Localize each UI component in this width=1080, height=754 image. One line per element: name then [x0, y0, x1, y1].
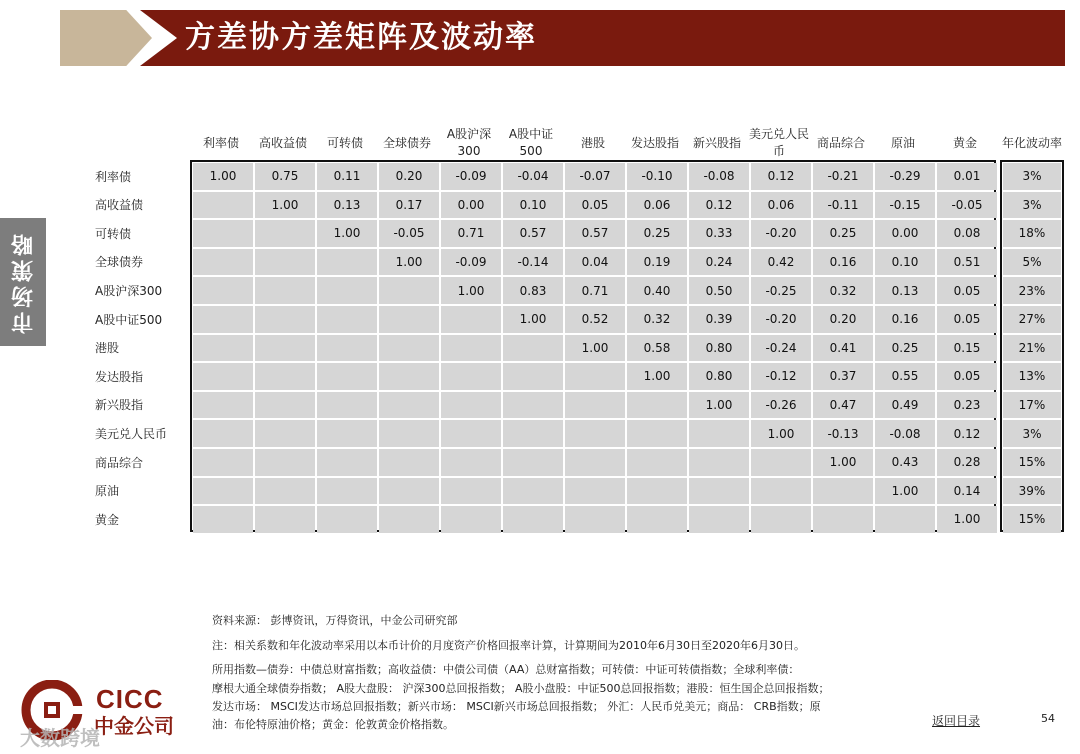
matrix-cell [255, 420, 315, 447]
brand-wordmark-cn: 中金公司 [94, 714, 174, 738]
matrix-cell: 0.10 [875, 249, 935, 276]
matrix-cell [503, 478, 563, 505]
column-header: 发达股指 [630, 135, 679, 150]
matrix-cell [193, 306, 253, 333]
matrix-cell: 0.58 [627, 335, 687, 362]
matrix-cell: 0.01 [937, 163, 997, 190]
matrix-cell: 0.05 [937, 306, 997, 333]
matrix-cell: 0.80 [689, 335, 749, 362]
matrix-cell: 0.49 [875, 392, 935, 419]
matrix-cell [503, 506, 563, 533]
row-label: 美元兑人民币 [95, 426, 168, 441]
matrix-cell: 0.80 [689, 363, 749, 390]
volatility-cell: 27% [1003, 306, 1061, 333]
matrix-cell: 1.00 [751, 420, 811, 447]
page-title: 方差协方差矩阵及波动率 [185, 20, 537, 55]
matrix-cell [565, 506, 625, 533]
matrix-cell: 0.75 [255, 163, 315, 190]
matrix-cell: -0.14 [503, 249, 563, 276]
column-header: 可转债 [326, 135, 363, 150]
matrix-cell: -0.05 [937, 192, 997, 219]
matrix-cell: 0.16 [875, 306, 935, 333]
matrix-cell: 0.51 [937, 249, 997, 276]
column-header: 全球债券 [382, 135, 431, 150]
matrix-cell [441, 449, 501, 476]
matrix-cell: 1.00 [503, 306, 563, 333]
matrix-cell: 0.47 [813, 392, 873, 419]
matrix-cell: 0.57 [503, 220, 563, 247]
matrix-cell [317, 420, 377, 447]
matrix-cell: 0.23 [937, 392, 997, 419]
matrix-cell [317, 449, 377, 476]
matrix-cell [627, 506, 687, 533]
volatility-cell: 3% [1003, 192, 1061, 219]
row-label: A股中证500 [95, 312, 163, 327]
matrix-cell [565, 363, 625, 390]
row-label: 可转债 [95, 226, 132, 241]
matrix-cell [193, 392, 253, 419]
matrix-cell [193, 449, 253, 476]
matrix-cell: 0.20 [813, 306, 873, 333]
matrix-cell [317, 306, 377, 333]
matrix-cell [379, 277, 439, 304]
matrix-cell: 0.17 [379, 192, 439, 219]
matrix-cell [565, 420, 625, 447]
matrix-cell [255, 363, 315, 390]
matrix-cell [255, 306, 315, 333]
matrix-cell [627, 392, 687, 419]
matrix-cell: -0.13 [813, 420, 873, 447]
volatility-cell: 23% [1003, 277, 1061, 304]
matrix-cell: 0.12 [751, 163, 811, 190]
matrix-cell: -0.26 [751, 392, 811, 419]
matrix-cell: 0.32 [813, 277, 873, 304]
matrix-cell: -0.29 [875, 163, 935, 190]
matrix-cell: 0.12 [689, 192, 749, 219]
matrix-cell: 0.13 [875, 277, 935, 304]
matrix-cell: 1.00 [565, 335, 625, 362]
matrix-cell: 0.40 [627, 277, 687, 304]
matrix-cell [689, 449, 749, 476]
column-header: 黄金 [952, 135, 977, 150]
matrix-cell: -0.20 [751, 306, 811, 333]
matrix-cell [255, 277, 315, 304]
matrix-cell: -0.24 [751, 335, 811, 362]
matrix-cell [441, 392, 501, 419]
column-header: A股沪深300 [446, 127, 492, 158]
column-header: 新兴股指 [692, 135, 741, 150]
calc-note: 注：相关系数和年化波动率采用以本币计价的月度资产价格回报率计算，计算期间为2010年6月30日至2020年6月30日。 [212, 639, 805, 652]
row-label: 新兴股指 [95, 398, 144, 413]
matrix-cell: -0.20 [751, 220, 811, 247]
matrix-cell: 1.00 [875, 478, 935, 505]
matrix-cell: 0.19 [627, 249, 687, 276]
matrix-cell [565, 478, 625, 505]
matrix-cell: 0.71 [441, 220, 501, 247]
matrix-cell [379, 478, 439, 505]
source-note: 资料来源： 彭博资讯，万得资讯，中金公司研究部 [212, 614, 458, 627]
matrix-cell [441, 420, 501, 447]
column-header: 原油 [890, 135, 915, 150]
section-tab: 市场策略 [0, 218, 46, 346]
matrix-cell: -0.10 [627, 163, 687, 190]
matrix-cell: 0.13 [317, 192, 377, 219]
matrix-cell: 1.00 [379, 249, 439, 276]
matrix-cell: 0.50 [689, 277, 749, 304]
matrix-cell: 0.11 [317, 163, 377, 190]
matrix-cell: 0.10 [503, 192, 563, 219]
matrix-cell [317, 478, 377, 505]
matrix-cell: 0.15 [937, 335, 997, 362]
matrix-cell [255, 335, 315, 362]
volatility-cell: 39% [1003, 478, 1061, 505]
row-label: A股沪深300 [95, 283, 163, 298]
volatility-cell: 17% [1003, 392, 1061, 419]
matrix-cell: 0.20 [379, 163, 439, 190]
matrix-cell [503, 420, 563, 447]
matrix-cell [441, 478, 501, 505]
column-header: 商品综合 [816, 135, 865, 150]
matrix-cell [193, 478, 253, 505]
matrix-cell [193, 506, 253, 533]
row-label: 原油 [95, 484, 120, 499]
matrix-cell [379, 392, 439, 419]
matrix-cell [627, 478, 687, 505]
matrix-cell: 0.14 [937, 478, 997, 505]
matrix-cell: 0.37 [813, 363, 873, 390]
matrix-cell [255, 392, 315, 419]
matrix-cell: 0.57 [565, 220, 625, 247]
matrix-cell: -0.15 [875, 192, 935, 219]
matrix-cell: 0.55 [875, 363, 935, 390]
matrix-cell: -0.04 [503, 163, 563, 190]
matrix-cell [627, 420, 687, 447]
matrix-cell: -0.08 [689, 163, 749, 190]
matrix-cell: 0.06 [627, 192, 687, 219]
matrix-cell [255, 449, 315, 476]
volatility-cell: 15% [1003, 449, 1061, 476]
column-header-volatility: 年化波动率 [1001, 135, 1062, 150]
matrix-cell: 0.05 [937, 363, 997, 390]
matrix-cell [627, 449, 687, 476]
matrix-cell: -0.05 [379, 220, 439, 247]
matrix-cell: 0.05 [565, 192, 625, 219]
matrix-cell [441, 506, 501, 533]
matrix-cell [379, 449, 439, 476]
matrix-cell [503, 363, 563, 390]
volatility-cell: 15% [1003, 506, 1061, 533]
matrix-cell [193, 192, 253, 219]
matrix-cell: 0.39 [689, 306, 749, 333]
matrix-cell: 0.52 [565, 306, 625, 333]
matrix-cell [689, 478, 749, 505]
matrix-cell [255, 249, 315, 276]
matrix-cell: 0.00 [441, 192, 501, 219]
matrix-cell [379, 506, 439, 533]
matrix-cell [193, 220, 253, 247]
matrix-cell [193, 249, 253, 276]
volatility-cell: 3% [1003, 420, 1061, 447]
matrix-cell [689, 420, 749, 447]
volatility-cell: 13% [1003, 363, 1061, 390]
matrix-cell [689, 506, 749, 533]
watermark: 大数跨境 [20, 726, 100, 750]
matrix-cell: 0.25 [627, 220, 687, 247]
matrix-cell: 1.00 [193, 163, 253, 190]
matrix-cell: 0.25 [875, 335, 935, 362]
back-to-contents-link[interactable]: 返回目录 [932, 714, 981, 728]
matrix-cell: 0.05 [937, 277, 997, 304]
matrix-cell [317, 506, 377, 533]
matrix-cell: 0.16 [813, 249, 873, 276]
matrix-cell: 0.00 [875, 220, 935, 247]
column-header: A股中证500 [508, 127, 554, 158]
header-accent [60, 10, 152, 66]
matrix-cell [255, 506, 315, 533]
column-header: 利率债 [202, 135, 239, 150]
matrix-cell [751, 449, 811, 476]
matrix-cell [379, 306, 439, 333]
matrix-cell: 0.12 [937, 420, 997, 447]
brand-wordmark: CICC [96, 684, 164, 714]
volatility-column [1000, 160, 1064, 532]
indices-note-1: 所用指数—债券：中债总财富指数；高收益债：中债公司债（AA）总财富指数；可转债：中证可转债指数；全球利率债： [212, 663, 800, 676]
matrix-cell [255, 478, 315, 505]
matrix-cell: 0.33 [689, 220, 749, 247]
matrix-cell: 0.41 [813, 335, 873, 362]
matrix-cell: 1.00 [627, 363, 687, 390]
matrix-cell: 0.71 [565, 277, 625, 304]
matrix-cell [317, 249, 377, 276]
matrix-cell: 1.00 [689, 392, 749, 419]
matrix-cell: 1.00 [937, 506, 997, 533]
matrix-cell [565, 392, 625, 419]
matrix-cell [503, 449, 563, 476]
matrix-cell [317, 363, 377, 390]
matrix-cell [875, 506, 935, 533]
column-header: 港股 [580, 135, 605, 150]
matrix-cell [317, 335, 377, 362]
matrix-cell [751, 506, 811, 533]
column-header: 高收益债 [258, 135, 307, 150]
matrix-cell: 1.00 [255, 192, 315, 219]
volatility-cell: 5% [1003, 249, 1061, 276]
indices-note-3: 发达市场： MSCI发达市场总回报指数；新兴市场： MSCI新兴市场总回报指数； 外汇：人民币兑美元；商品： CRB指数；原 [212, 700, 821, 713]
row-label: 黄金 [95, 512, 120, 527]
matrix-cell: -0.09 [441, 163, 501, 190]
matrix-cell [441, 306, 501, 333]
matrix-cell [379, 420, 439, 447]
matrix-cell [441, 335, 501, 362]
row-label: 发达股指 [95, 369, 144, 384]
matrix-cell: 1.00 [441, 277, 501, 304]
volatility-cell: 21% [1003, 335, 1061, 362]
matrix-cell: -0.25 [751, 277, 811, 304]
matrix-cell [813, 506, 873, 533]
matrix-cell: 1.00 [813, 449, 873, 476]
matrix-cell: 0.24 [689, 249, 749, 276]
matrix-cell [317, 392, 377, 419]
matrix-cell: -0.11 [813, 192, 873, 219]
matrix-cell [317, 277, 377, 304]
volatility-cell: 3% [1003, 163, 1061, 190]
matrix-cell: -0.21 [813, 163, 873, 190]
row-label: 港股 [95, 341, 120, 356]
row-label: 利率债 [95, 169, 132, 184]
column-header: 美元兑人民币 [748, 127, 809, 158]
matrix-cell: 0.04 [565, 249, 625, 276]
matrix-cell [193, 420, 253, 447]
page-number: 54 [1041, 712, 1055, 725]
matrix-cell [503, 335, 563, 362]
matrix-cell: 0.08 [937, 220, 997, 247]
row-label: 全球债券 [95, 255, 144, 270]
matrix-cell: 0.32 [627, 306, 687, 333]
matrix-cell [193, 363, 253, 390]
matrix-cell: -0.09 [441, 249, 501, 276]
matrix-cell [813, 478, 873, 505]
matrix-cell [503, 392, 563, 419]
matrix-cell [379, 335, 439, 362]
matrix-cell: 0.43 [875, 449, 935, 476]
matrix-cell: -0.07 [565, 163, 625, 190]
matrix-cell [565, 449, 625, 476]
matrix-cell: 0.28 [937, 449, 997, 476]
matrix-cell: 1.00 [317, 220, 377, 247]
matrix-cell: -0.08 [875, 420, 935, 447]
indices-note-4: 油：布伦特原油价格；黄金：伦敦黄金价格指数。 [212, 718, 454, 731]
matrix-cell: 0.42 [751, 249, 811, 276]
matrix-cell [193, 335, 253, 362]
matrix-cell [255, 220, 315, 247]
correlation-matrix [190, 160, 996, 532]
matrix-cell [379, 363, 439, 390]
matrix-cell [193, 277, 253, 304]
volatility-cell: 18% [1003, 220, 1061, 247]
row-label: 高收益债 [95, 198, 144, 213]
matrix-cell: -0.12 [751, 363, 811, 390]
matrix-cell: 0.83 [503, 277, 563, 304]
matrix-cell: 0.25 [813, 220, 873, 247]
matrix-cell [751, 478, 811, 505]
indices-note-2: 摩根大通全球债券指数； A股大盘股： 沪深300总回报指数； A股小盘股：中证500总回报指数；港股：恒生国企总回报指数； [212, 682, 830, 695]
matrix-cell: 0.06 [751, 192, 811, 219]
row-label: 商品综合 [95, 455, 144, 470]
matrix-cell [441, 363, 501, 390]
